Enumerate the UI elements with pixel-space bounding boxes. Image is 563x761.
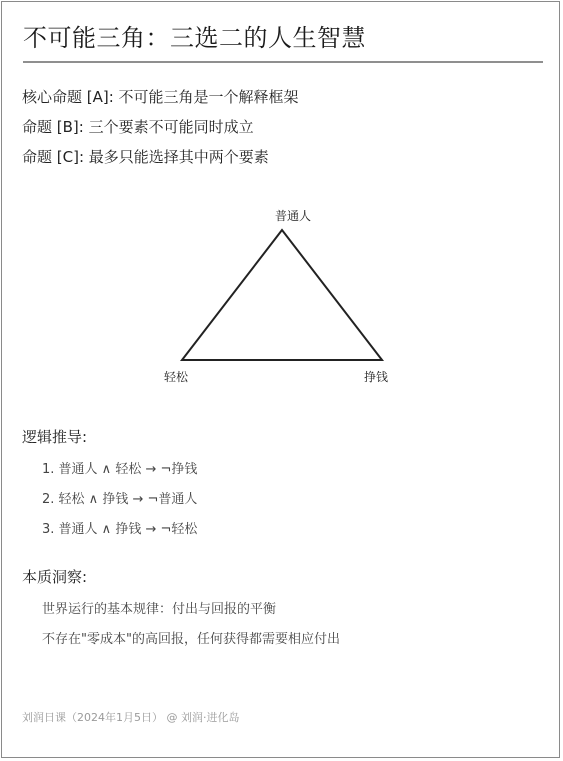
title-divider [23, 61, 543, 63]
essence-item-1: 世界运行的基本规律：付出与回报的平衡 [42, 602, 277, 617]
essence-heading: 本质洞察: [22, 568, 88, 586]
logic-heading: 逻辑推导: [22, 428, 88, 446]
impossible-triangle-diagram [150, 200, 410, 400]
logic-item-3: 3. 普通人 ∧ 挣钱 → ¬轻松 [42, 522, 198, 537]
logic-item-2: 2. 轻松 ∧ 挣钱 → ¬普通人 [42, 492, 198, 507]
proposition-c: 命题 [C]: 最多只能选择其中两个要素 [22, 148, 269, 166]
proposition-b: 命题 [B]: 三个要素不可能同时成立 [22, 118, 254, 136]
footer-credit: 刘润日课（2024年1月5日） @ 刘润·进化岛 [22, 711, 240, 724]
logic-item-1: 1. 普通人 ∧ 轻松 → ¬挣钱 [42, 462, 198, 477]
page-title: 不可能三角：三选二的人生智慧 [23, 24, 366, 52]
essence-item-2: 不存在"零成本"的高回报，任何获得都需要相应付出 [42, 632, 340, 647]
triangle-right-label: 挣钱 [363, 370, 389, 384]
proposition-a: 核心命题 [A]: 不可能三角是一个解释框架 [22, 88, 299, 106]
triangle-left-label: 轻松 [163, 370, 189, 384]
triangle-top-label: 普通人 [274, 209, 312, 223]
triangle-shape [182, 230, 382, 360]
